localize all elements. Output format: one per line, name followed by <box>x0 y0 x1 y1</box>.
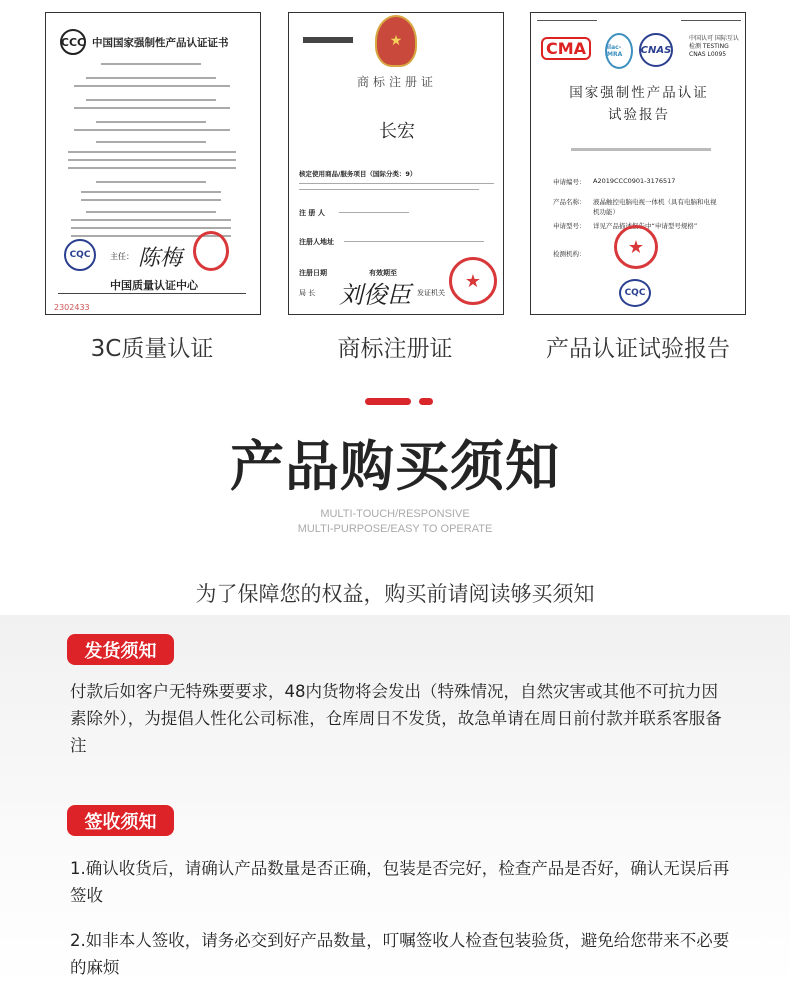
english-tagline-2: MULTI-PURPOSE/EASY TO OPERATE <box>297 523 493 535</box>
caption-test-report: 产品认证试验报告 <box>546 336 730 362</box>
report-heading-line1: 国家强制性产品认证 <box>569 85 709 101</box>
trademark-name: 长宏 <box>379 121 415 142</box>
receiving-item-1: 1.确认收货后，请确认产品数量是否正确，包装是否完好，检查产品是否好，确认无误后再签收 <box>70 859 730 905</box>
scope-label: 核定使用商品/服务项目（国际分类：9） <box>299 170 417 178</box>
certificate-heading: 商标注册证 <box>356 75 437 89</box>
red-seal: ★ <box>614 225 658 269</box>
accent-bar-short <box>419 398 433 405</box>
serial-number: 2302433 <box>54 303 90 312</box>
product-label: 产品名称： <box>553 198 586 206</box>
issuer-name: 中国质量认证中心 <box>110 279 198 292</box>
signature: 陈梅 <box>138 246 183 271</box>
report-heading-line2: 试验报告 <box>608 107 670 123</box>
caption-ccc: 3C质量认证 <box>90 336 214 362</box>
header-barcode <box>303 37 353 43</box>
ilac-mra-logo: ilac-MRA <box>605 33 633 69</box>
cqc-logo: CQC <box>619 279 651 307</box>
cma-logo: CMA <box>541 37 591 60</box>
test-report-image <box>530 12 746 315</box>
english-tagline-1: MULTI-TOUCH/RESPONSIVE <box>320 508 470 520</box>
section-title: 产品购买须知 <box>230 435 560 498</box>
red-seal: ★ <box>449 257 497 305</box>
ccc-certificate-image <box>45 12 261 315</box>
address-label: 注册人地址 <box>299 238 334 246</box>
lab-label: 检测机构： <box>553 250 586 258</box>
signer-label: 主任： <box>110 252 134 261</box>
product-name: 液晶触控电脑电视一体机（具有电脑和电视机功能） <box>593 198 717 216</box>
section-subtitle: 为了保障您的权益，购买前请阅读够买须知 <box>195 582 595 606</box>
director-label: 局 长 <box>299 289 316 297</box>
accent-bar-long <box>365 398 411 405</box>
trademark-certificate-image <box>288 12 504 315</box>
receiving-item-2: 2.如非本人签收，请务必交到好产品数量，叮嘱签收人检查包装验货，避免给您带来不必要的麻烦 <box>70 931 730 977</box>
signature: 刘俊臣 <box>339 281 411 309</box>
cqc-logo: CQC <box>64 239 96 271</box>
cnas-text: 中国认可 国际互认 检测 TESTING CNAS L0095 <box>689 35 739 58</box>
registrant-label: 注 册 人 <box>299 209 325 217</box>
cnas-logo: CNAS <box>639 33 673 67</box>
apply-no: A2019CCC0901-3176517 <box>593 177 676 185</box>
certificate-heading: 中国国家强制性产品认证证书 <box>92 37 229 49</box>
receiving-notice-badge: 签收须知 <box>67 805 174 836</box>
shipping-notice-badge: 发货须知 <box>67 634 174 665</box>
model: 详见产品描述报告中“申请型号规格” <box>593 222 698 230</box>
apply-no-label: 申请编号： <box>553 178 586 186</box>
date-label: 注册日期 <box>299 269 327 277</box>
caption-trademark: 商标注册证 <box>337 336 453 362</box>
ccc-logo: CCC <box>60 29 86 55</box>
model-label: 申请型号： <box>553 222 586 230</box>
red-seal <box>193 231 229 271</box>
national-emblem-icon: ★ <box>375 15 417 67</box>
shipping-notice-text: 付款后如客户无特殊要要求，48内货物将会发出（特殊情况，自然灾害或其他不可抗力因素除外），为提倡人性化公司标准，仓库周日不发货，故急单请在周日前付款并联系客服备注 <box>70 682 722 755</box>
validity-label: 有效期至 <box>369 269 397 277</box>
authority-label: 发证机关 <box>417 289 445 297</box>
